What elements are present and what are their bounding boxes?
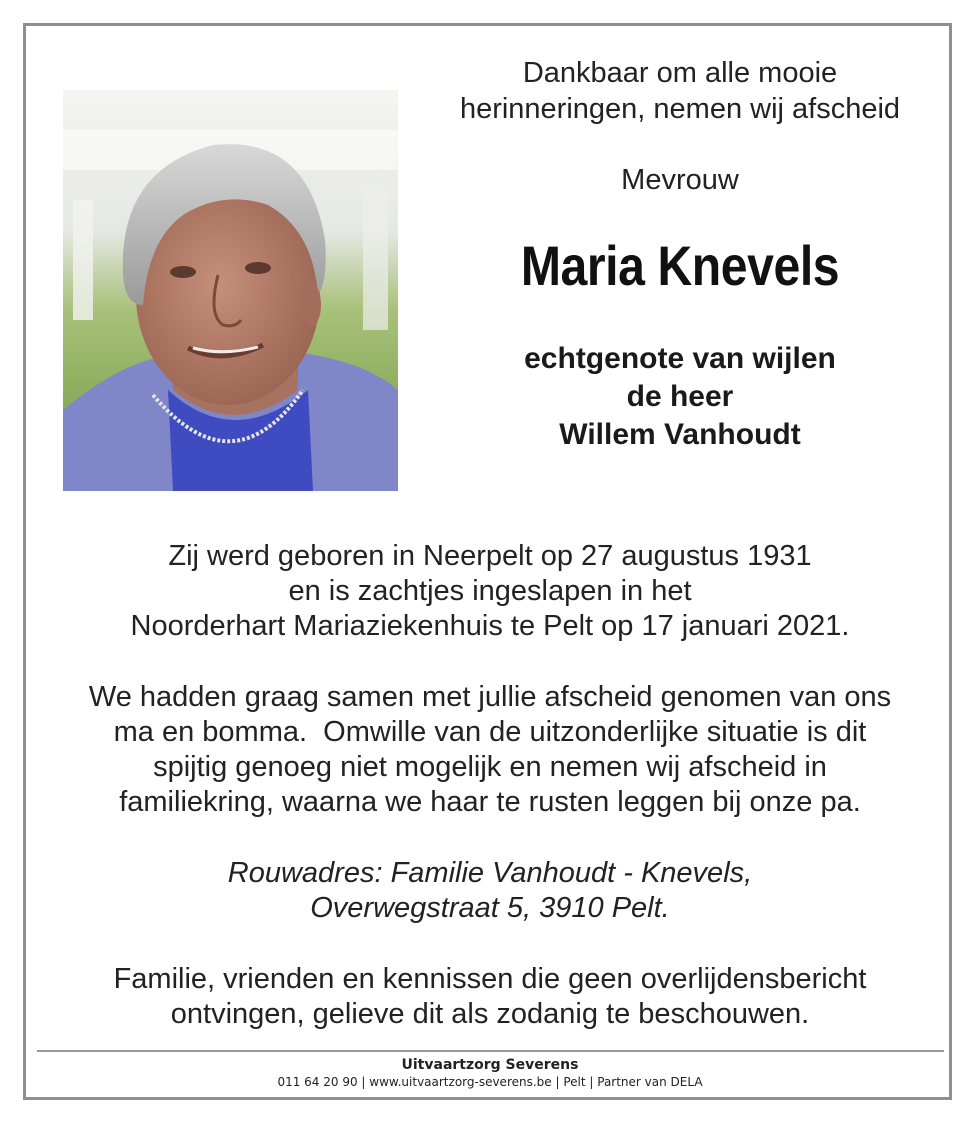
paragraph-line: ontvingen, gelieve dit als zodanig te beschouwen. (170, 998, 810, 1030)
footer-divider (37, 1050, 944, 1052)
spouse-text (425, 340, 935, 454)
intro-text (425, 55, 935, 127)
paragraph-line: familiekring, waarna we haar te rusten leggen bij onze pa. (119, 786, 861, 818)
spouse-line: echtgenote van wijlen (524, 342, 836, 375)
paragraph-line: Noorderhart Mariaziekenhuis te Pelt op 17 januari 2021. (130, 610, 850, 642)
footer-info: 011 64 20 90 | www.uitvaartzorg-severens.be | Pelt | Partner van DELA (277, 1075, 703, 1089)
paragraph-line: Rouwadres: Familie Vanhoudt - Knevels, (227, 857, 753, 889)
paragraph-line: Familie, vrienden en kennissen die geen overlijdensbericht (113, 963, 867, 995)
paragraph-line: We hadden graag samen met jullie afscheid genomen van ons (88, 681, 892, 713)
paragraph-line: Zij werd geboren in Neerpelt op 27 augustus 1931 (168, 540, 812, 572)
paragraph-line: ma en bomma. Omwille van de uitzonderlijke situatie is dit (113, 716, 867, 748)
intro-line: herinneringen, nemen wij afscheid (459, 93, 901, 125)
honorific-title: Mevrouw (621, 164, 739, 196)
paragraph-line: Overwegstraat 5, 3910 Pelt. (310, 892, 670, 924)
birth-death-paragraph (40, 539, 940, 644)
intro-line: Dankbaar om alle mooie (522, 57, 838, 89)
paragraph-line: spijtig genoeg niet mogelijk en nemen wij afscheid in (153, 751, 827, 783)
message-paragraph (40, 680, 940, 820)
portrait-photo (63, 90, 398, 491)
spouse-line: Willem Vanhoudt (559, 418, 801, 451)
spouse-line: de heer (626, 380, 734, 413)
deceased-name: Maria Knevels (520, 234, 840, 297)
paragraph-line: en is zachtjes ingeslapen in het (288, 575, 692, 607)
notice-paragraph (40, 962, 940, 1032)
address-paragraph (40, 856, 940, 926)
footer-company: Uitvaartzorg Severens (401, 1057, 579, 1073)
